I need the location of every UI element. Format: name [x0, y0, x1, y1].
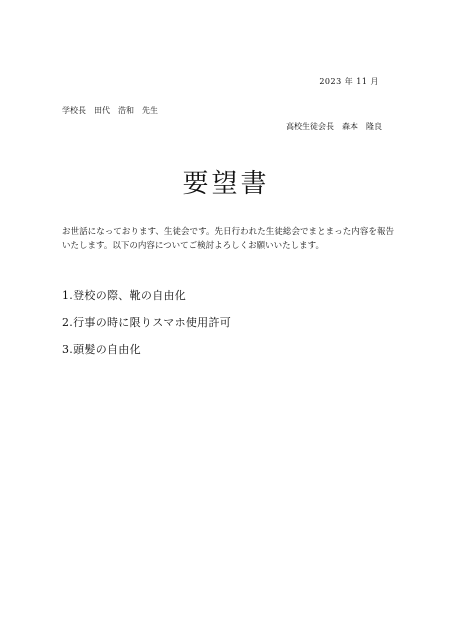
sender-line: 高校生徒会長 森本 隆良	[286, 122, 382, 131]
recipient-line: 学校長 田代 浩和 先生	[62, 106, 158, 115]
request-item-2: 2.行事の時に限りスマホ使用許可	[62, 316, 232, 329]
request-item-1: 1.登校の際、靴の自由化	[62, 289, 187, 302]
document-date: 2023 年 11 月	[319, 77, 379, 86]
body-paragraph: お世話になっております、生徒会です。先日行われた生徒総会でまとまった内容を報告いたします。以下の内容についてご検討よろしくお願いいたします。	[62, 227, 394, 251]
request-item-3: 3.頭髪の自由化	[62, 343, 141, 356]
document-title: 要望書	[182, 169, 270, 199]
request-list	[62, 288, 231, 369]
